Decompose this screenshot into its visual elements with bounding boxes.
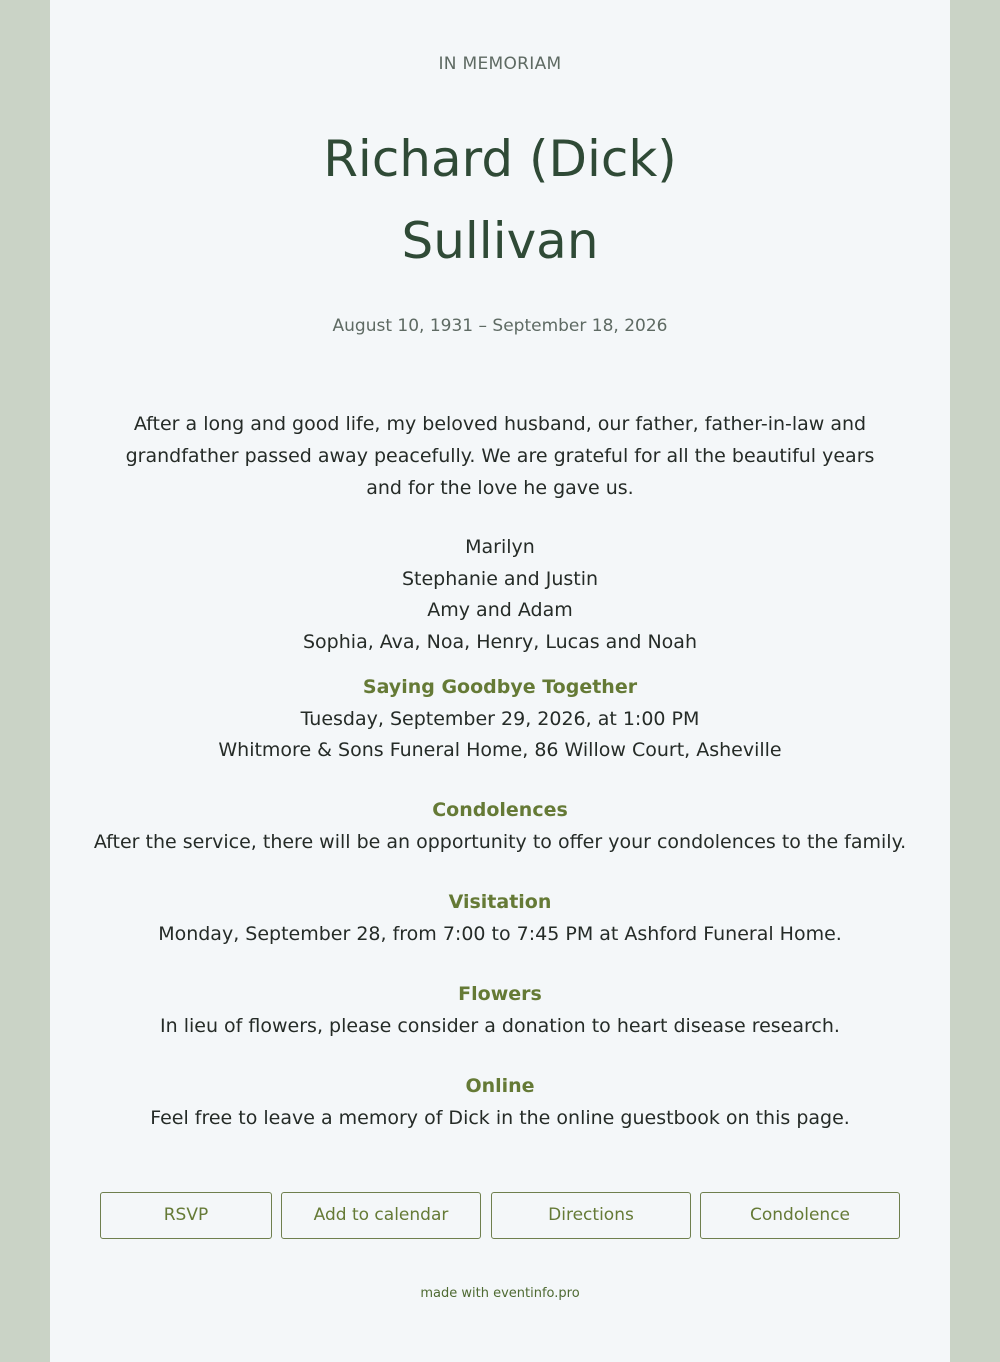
section-line: Feel free to leave a memory of Dick in the online guestbook on this page. bbox=[150, 1106, 850, 1129]
family-member: Stephanie and Justin bbox=[401, 567, 599, 590]
add-to-calendar-button[interactable]: Add to calendar bbox=[281, 1192, 481, 1239]
name-line-1: Richard (Dick) bbox=[323, 130, 677, 188]
section-online bbox=[50, 1071, 950, 1134]
condolence-button[interactable]: Condolence bbox=[700, 1192, 900, 1239]
section-line: Monday, September 28, from 7:00 to 7:45 PM at Ashford Funeral Home. bbox=[158, 922, 842, 945]
action-buttons bbox=[50, 1192, 950, 1239]
section-line: In lieu of flowers, please consider a donation to heart disease research. bbox=[160, 1014, 840, 1037]
section-goodbye bbox=[50, 672, 950, 767]
family-list bbox=[50, 532, 950, 659]
section-line: Tuesday, September 29, 2026, at 1:00 PM bbox=[300, 707, 700, 730]
section-flowers bbox=[50, 979, 950, 1042]
deceased-name bbox=[50, 118, 950, 282]
family-member: Amy and Adam bbox=[427, 599, 573, 622]
footer-credit[interactable]: made with eventinfo.pro bbox=[420, 1286, 580, 1301]
family-member: Marilyn bbox=[465, 536, 535, 558]
name-line-2: Sullivan bbox=[401, 212, 599, 270]
family-member: Sophia, Ava, Noa, Henry, Lucas and Noah bbox=[303, 631, 697, 654]
section-line: Whitmore & Sons Funeral Home, 86 Willow Court, Asheville bbox=[218, 739, 782, 761]
section-line: After the service, there will be an opportunity to offer your condolences to the family. bbox=[93, 830, 907, 853]
section-visitation bbox=[50, 887, 950, 950]
section-heading: Saying Goodbye Together bbox=[362, 676, 638, 698]
section-heading: Visitation bbox=[448, 891, 552, 913]
life-dates: August 10, 1931 – September 18, 2026 bbox=[332, 316, 668, 336]
directions-button[interactable]: Directions bbox=[491, 1192, 691, 1239]
section-condolences bbox=[50, 795, 950, 858]
memorial-card bbox=[50, 0, 950, 1362]
eyebrow-label: IN MEMORIAM bbox=[438, 54, 562, 74]
intro-text: After a long and good life, my beloved husband, our father, father-in-law and grandfather passed away peacefully. We are grateful for all the beautiful years and for the love he gave us. bbox=[125, 413, 875, 499]
section-heading: Condolences bbox=[432, 799, 568, 821]
rsvp-button[interactable]: RSVP bbox=[100, 1192, 272, 1239]
section-heading: Flowers bbox=[458, 983, 542, 1005]
section-heading: Online bbox=[465, 1075, 535, 1097]
